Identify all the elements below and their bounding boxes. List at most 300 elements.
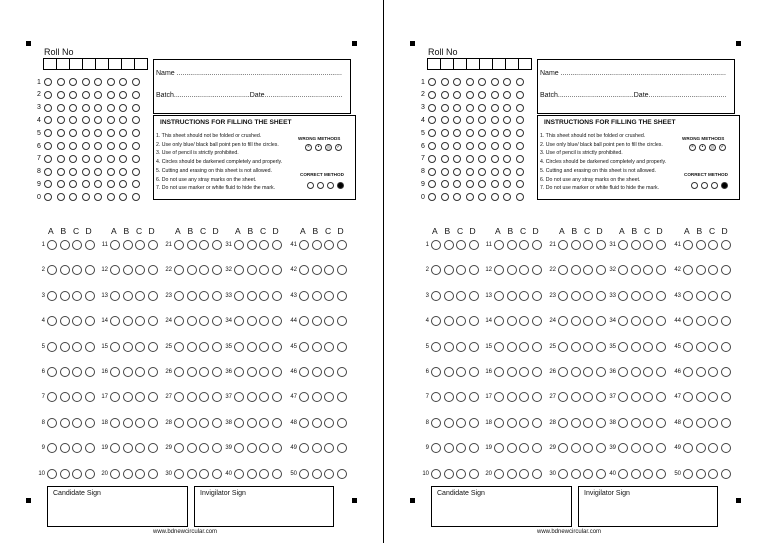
roll-bubble[interactable] — [428, 142, 436, 150]
answer-bubble[interactable] — [247, 240, 257, 250]
roll-bubble[interactable] — [503, 155, 511, 163]
answer-bubble[interactable] — [299, 240, 309, 250]
roll-bubble[interactable] — [516, 155, 524, 163]
answer-bubble[interactable] — [519, 367, 529, 377]
answer-bubble[interactable] — [247, 316, 257, 326]
roll-bubble[interactable] — [428, 91, 436, 99]
answer-bubble[interactable] — [643, 265, 653, 275]
answer-bubble[interactable] — [721, 392, 731, 402]
answer-bubble[interactable] — [234, 418, 244, 428]
answer-bubble[interactable] — [618, 418, 628, 428]
answer-bubble[interactable] — [212, 240, 222, 250]
answer-bubble[interactable] — [123, 392, 133, 402]
answer-bubble[interactable] — [596, 443, 606, 453]
answer-bubble[interactable] — [212, 316, 222, 326]
answer-bubble[interactable] — [444, 443, 454, 453]
answer-bubble[interactable] — [85, 469, 95, 479]
roll-bubble[interactable] — [44, 129, 52, 137]
answer-bubble[interactable] — [259, 316, 269, 326]
roll-bubble[interactable] — [94, 193, 102, 201]
roll-bubble[interactable] — [453, 104, 461, 112]
answer-bubble[interactable] — [312, 469, 322, 479]
answer-bubble[interactable] — [532, 392, 542, 402]
answer-bubble[interactable] — [212, 418, 222, 428]
answer-bubble[interactable] — [259, 240, 269, 250]
answer-bubble[interactable] — [532, 342, 542, 352]
answer-bubble[interactable] — [72, 469, 82, 479]
roll-bubble[interactable] — [44, 180, 52, 188]
answer-bubble[interactable] — [234, 342, 244, 352]
answer-bubble[interactable] — [631, 469, 641, 479]
roll-bubble[interactable] — [441, 168, 449, 176]
answer-bubble[interactable] — [596, 418, 606, 428]
answer-bubble[interactable] — [199, 240, 209, 250]
answer-bubble[interactable] — [618, 469, 628, 479]
roll-bubble[interactable] — [453, 129, 461, 137]
answer-bubble[interactable] — [721, 469, 731, 479]
roll-bubble[interactable] — [441, 155, 449, 163]
name-field[interactable]: Name ..................................................................................... — [540, 70, 726, 77]
roll-bubble[interactable] — [119, 129, 127, 137]
answer-bubble[interactable] — [519, 392, 529, 402]
answer-bubble[interactable] — [299, 418, 309, 428]
answer-bubble[interactable] — [123, 316, 133, 326]
answer-bubble[interactable] — [299, 443, 309, 453]
roll-bubble[interactable] — [491, 193, 499, 201]
answer-bubble[interactable] — [696, 443, 706, 453]
answer-bubble[interactable] — [312, 367, 322, 377]
answer-bubble[interactable] — [721, 342, 731, 352]
answer-bubble[interactable] — [469, 469, 479, 479]
answer-bubble[interactable] — [456, 367, 466, 377]
answer-bubble[interactable] — [148, 291, 158, 301]
roll-bubble[interactable] — [503, 91, 511, 99]
answer-bubble[interactable] — [431, 392, 441, 402]
roll-bubble[interactable] — [82, 129, 90, 137]
roll-bubble[interactable] — [428, 104, 436, 112]
answer-bubble[interactable] — [199, 469, 209, 479]
answer-bubble[interactable] — [571, 240, 581, 250]
roll-bubble[interactable] — [503, 129, 511, 137]
answer-bubble[interactable] — [110, 316, 120, 326]
answer-bubble[interactable] — [234, 469, 244, 479]
roll-bubble[interactable] — [107, 129, 115, 137]
answer-bubble[interactable] — [337, 240, 347, 250]
answer-bubble[interactable] — [631, 291, 641, 301]
answer-bubble[interactable] — [656, 392, 666, 402]
answer-bubble[interactable] — [47, 443, 57, 453]
answer-bubble[interactable] — [583, 265, 593, 275]
answer-bubble[interactable] — [337, 392, 347, 402]
roll-digit-box[interactable] — [121, 58, 135, 70]
answer-bubble[interactable] — [259, 265, 269, 275]
answer-bubble[interactable] — [324, 291, 334, 301]
roll-bubble[interactable] — [132, 168, 140, 176]
roll-bubble[interactable] — [491, 155, 499, 163]
roll-bubble[interactable] — [82, 116, 90, 124]
answer-bubble[interactable] — [272, 418, 282, 428]
roll-bubble[interactable] — [132, 78, 140, 86]
answer-bubble[interactable] — [110, 291, 120, 301]
answer-bubble[interactable] — [148, 418, 158, 428]
answer-bubble[interactable] — [643, 392, 653, 402]
roll-bubble[interactable] — [478, 155, 486, 163]
answer-bubble[interactable] — [643, 469, 653, 479]
answer-bubble[interactable] — [60, 316, 70, 326]
roll-bubble[interactable] — [57, 180, 65, 188]
answer-bubble[interactable] — [571, 392, 581, 402]
answer-bubble[interactable] — [696, 392, 706, 402]
answer-bubble[interactable] — [583, 342, 593, 352]
answer-bubble[interactable] — [187, 240, 197, 250]
answer-bubble[interactable] — [444, 418, 454, 428]
answer-bubble[interactable] — [187, 443, 197, 453]
answer-bubble[interactable] — [135, 418, 145, 428]
roll-bubble[interactable] — [478, 116, 486, 124]
answer-bubble[interactable] — [618, 265, 628, 275]
roll-bubble[interactable] — [119, 104, 127, 112]
answer-bubble[interactable] — [324, 316, 334, 326]
roll-no-boxes[interactable] — [43, 58, 147, 70]
answer-bubble[interactable] — [85, 265, 95, 275]
roll-bubble[interactable] — [478, 78, 486, 86]
answer-bubble[interactable] — [272, 367, 282, 377]
roll-bubble[interactable] — [107, 91, 115, 99]
answer-bubble[interactable] — [199, 367, 209, 377]
answer-bubble[interactable] — [123, 240, 133, 250]
answer-bubble[interactable] — [148, 469, 158, 479]
answer-bubble[interactable] — [507, 291, 517, 301]
roll-bubble[interactable] — [516, 78, 524, 86]
answer-bubble[interactable] — [494, 443, 504, 453]
answer-bubble[interactable] — [431, 291, 441, 301]
answer-bubble[interactable] — [507, 443, 517, 453]
answer-bubble[interactable] — [60, 291, 70, 301]
roll-bubble[interactable] — [453, 142, 461, 150]
answer-bubble[interactable] — [583, 291, 593, 301]
answer-bubble[interactable] — [683, 418, 693, 428]
answer-bubble[interactable] — [519, 316, 529, 326]
answer-bubble[interactable] — [494, 469, 504, 479]
roll-bubble[interactable] — [516, 104, 524, 112]
roll-bubble[interactable] — [94, 116, 102, 124]
answer-bubble[interactable] — [299, 367, 309, 377]
roll-digit-box[interactable] — [466, 58, 480, 70]
answer-bubble[interactable] — [643, 240, 653, 250]
answer-bubble[interactable] — [571, 418, 581, 428]
answer-bubble[interactable] — [618, 443, 628, 453]
answer-bubble[interactable] — [272, 392, 282, 402]
answer-bubble[interactable] — [507, 367, 517, 377]
answer-bubble[interactable] — [299, 291, 309, 301]
roll-bubble[interactable] — [503, 78, 511, 86]
answer-bubble[interactable] — [272, 240, 282, 250]
answer-bubble[interactable] — [444, 392, 454, 402]
answer-bubble[interactable] — [519, 418, 529, 428]
answer-bubble[interactable] — [444, 342, 454, 352]
answer-bubble[interactable] — [532, 265, 542, 275]
answer-bubble[interactable] — [696, 291, 706, 301]
roll-digit-box[interactable] — [453, 58, 467, 70]
answer-bubble[interactable] — [85, 342, 95, 352]
answer-bubble[interactable] — [148, 342, 158, 352]
answer-bubble[interactable] — [135, 291, 145, 301]
answer-bubble[interactable] — [72, 342, 82, 352]
answer-bubble[interactable] — [272, 265, 282, 275]
answer-bubble[interactable] — [72, 291, 82, 301]
roll-bubble[interactable] — [453, 168, 461, 176]
answer-bubble[interactable] — [631, 392, 641, 402]
roll-bubble[interactable] — [69, 129, 77, 137]
roll-bubble[interactable] — [82, 193, 90, 201]
answer-bubble[interactable] — [507, 265, 517, 275]
roll-bubble[interactable] — [132, 129, 140, 137]
answer-bubble[interactable] — [431, 316, 441, 326]
roll-bubble[interactable] — [69, 142, 77, 150]
answer-bubble[interactable] — [135, 443, 145, 453]
roll-digit-box[interactable] — [134, 58, 148, 70]
answer-bubble[interactable] — [199, 316, 209, 326]
roll-bubble[interactable] — [453, 116, 461, 124]
roll-bubble[interactable] — [107, 155, 115, 163]
roll-bubble[interactable] — [57, 116, 65, 124]
answer-bubble[interactable] — [324, 265, 334, 275]
answer-bubble[interactable] — [507, 392, 517, 402]
answer-bubble[interactable] — [558, 469, 568, 479]
answer-bubble[interactable] — [558, 342, 568, 352]
answer-bubble[interactable] — [469, 316, 479, 326]
answer-bubble[interactable] — [324, 240, 334, 250]
answer-bubble[interactable] — [469, 392, 479, 402]
roll-bubble[interactable] — [57, 155, 65, 163]
answer-bubble[interactable] — [299, 265, 309, 275]
answer-bubble[interactable] — [456, 240, 466, 250]
roll-bubble[interactable] — [57, 91, 65, 99]
answer-bubble[interactable] — [312, 418, 322, 428]
roll-bubble[interactable] — [107, 180, 115, 188]
roll-bubble[interactable] — [82, 91, 90, 99]
roll-bubble[interactable] — [82, 142, 90, 150]
answer-bubble[interactable] — [456, 291, 466, 301]
answer-bubble[interactable] — [656, 418, 666, 428]
answer-bubble[interactable] — [199, 443, 209, 453]
answer-bubble[interactable] — [135, 240, 145, 250]
answer-bubble[interactable] — [656, 240, 666, 250]
answer-bubble[interactable] — [337, 291, 347, 301]
roll-bubble[interactable] — [478, 104, 486, 112]
answer-bubble[interactable] — [507, 469, 517, 479]
answer-bubble[interactable] — [135, 469, 145, 479]
answer-bubble[interactable] — [72, 265, 82, 275]
answer-bubble[interactable] — [259, 443, 269, 453]
answer-bubble[interactable] — [583, 469, 593, 479]
answer-bubble[interactable] — [469, 418, 479, 428]
answer-bubble[interactable] — [234, 291, 244, 301]
answer-bubble[interactable] — [259, 367, 269, 377]
answer-bubble[interactable] — [494, 240, 504, 250]
answer-bubble[interactable] — [199, 418, 209, 428]
answer-bubble[interactable] — [123, 367, 133, 377]
roll-bubble[interactable] — [57, 168, 65, 176]
answer-bubble[interactable] — [199, 342, 209, 352]
answer-bubble[interactable] — [123, 342, 133, 352]
answer-bubble[interactable] — [174, 316, 184, 326]
answer-bubble[interactable] — [259, 418, 269, 428]
answer-bubble[interactable] — [187, 291, 197, 301]
answer-bubble[interactable] — [324, 392, 334, 402]
answer-bubble[interactable] — [187, 418, 197, 428]
roll-bubble[interactable] — [57, 104, 65, 112]
answer-bubble[interactable] — [212, 392, 222, 402]
roll-bubble[interactable] — [441, 78, 449, 86]
answer-bubble[interactable] — [469, 443, 479, 453]
candidate-sign-box[interactable] — [431, 486, 572, 527]
roll-bubble[interactable] — [441, 129, 449, 137]
answer-bubble[interactable] — [123, 443, 133, 453]
answer-bubble[interactable] — [60, 240, 70, 250]
roll-bubble[interactable] — [119, 78, 127, 86]
roll-digit-box[interactable] — [440, 58, 454, 70]
answer-bubble[interactable] — [631, 265, 641, 275]
answer-bubble[interactable] — [72, 443, 82, 453]
roll-bubble[interactable] — [132, 155, 140, 163]
roll-bubble[interactable] — [491, 180, 499, 188]
answer-bubble[interactable] — [312, 392, 322, 402]
answer-bubble[interactable] — [571, 342, 581, 352]
answer-bubble[interactable] — [135, 367, 145, 377]
roll-bubble[interactable] — [466, 180, 474, 188]
roll-bubble[interactable] — [44, 78, 52, 86]
answer-bubble[interactable] — [456, 443, 466, 453]
roll-bubble[interactable] — [441, 193, 449, 201]
answer-bubble[interactable] — [135, 316, 145, 326]
roll-bubble[interactable] — [516, 91, 524, 99]
roll-bubble[interactable] — [44, 116, 52, 124]
roll-bubble[interactable] — [478, 180, 486, 188]
answer-bubble[interactable] — [558, 316, 568, 326]
answer-bubble[interactable] — [85, 418, 95, 428]
answer-bubble[interactable] — [174, 342, 184, 352]
answer-bubble[interactable] — [708, 342, 718, 352]
answer-bubble[interactable] — [123, 291, 133, 301]
answer-bubble[interactable] — [312, 240, 322, 250]
answer-bubble[interactable] — [324, 367, 334, 377]
answer-bubble[interactable] — [571, 316, 581, 326]
answer-bubble[interactable] — [519, 291, 529, 301]
answer-bubble[interactable] — [494, 367, 504, 377]
answer-bubble[interactable] — [85, 443, 95, 453]
answer-bubble[interactable] — [532, 291, 542, 301]
answer-bubble[interactable] — [532, 418, 542, 428]
answer-bubble[interactable] — [85, 392, 95, 402]
roll-bubble[interactable] — [132, 116, 140, 124]
answer-bubble[interactable] — [47, 240, 57, 250]
answer-bubble[interactable] — [199, 291, 209, 301]
roll-bubble[interactable] — [82, 168, 90, 176]
answer-bubble[interactable] — [507, 342, 517, 352]
answer-bubble[interactable] — [721, 443, 731, 453]
answer-bubble[interactable] — [110, 418, 120, 428]
answer-bubble[interactable] — [174, 418, 184, 428]
roll-bubble[interactable] — [503, 168, 511, 176]
answer-bubble[interactable] — [721, 367, 731, 377]
answer-bubble[interactable] — [324, 443, 334, 453]
invigilator-sign-box[interactable] — [194, 486, 334, 527]
answer-bubble[interactable] — [272, 342, 282, 352]
roll-digit-box[interactable] — [69, 58, 83, 70]
roll-bubble[interactable] — [107, 104, 115, 112]
answer-bubble[interactable] — [583, 392, 593, 402]
roll-bubble[interactable] — [44, 168, 52, 176]
answer-bubble[interactable] — [110, 240, 120, 250]
roll-bubble[interactable] — [516, 129, 524, 137]
answer-bubble[interactable] — [456, 469, 466, 479]
roll-bubble[interactable] — [69, 116, 77, 124]
answer-bubble[interactable] — [444, 291, 454, 301]
answer-bubble[interactable] — [431, 469, 441, 479]
answer-bubble[interactable] — [234, 316, 244, 326]
answer-bubble[interactable] — [721, 316, 731, 326]
answer-bubble[interactable] — [110, 265, 120, 275]
answer-bubble[interactable] — [312, 265, 322, 275]
answer-bubble[interactable] — [519, 265, 529, 275]
answer-bubble[interactable] — [212, 291, 222, 301]
answer-bubble[interactable] — [708, 469, 718, 479]
answer-bubble[interactable] — [507, 316, 517, 326]
answer-bubble[interactable] — [683, 367, 693, 377]
answer-bubble[interactable] — [708, 265, 718, 275]
answer-bubble[interactable] — [456, 316, 466, 326]
roll-bubble[interactable] — [491, 104, 499, 112]
answer-bubble[interactable] — [618, 291, 628, 301]
answer-bubble[interactable] — [708, 240, 718, 250]
answer-bubble[interactable] — [47, 342, 57, 352]
answer-bubble[interactable] — [135, 265, 145, 275]
answer-bubble[interactable] — [494, 342, 504, 352]
answer-bubble[interactable] — [234, 240, 244, 250]
roll-bubble[interactable] — [94, 142, 102, 150]
roll-bubble[interactable] — [441, 91, 449, 99]
roll-bubble[interactable] — [491, 78, 499, 86]
roll-bubble[interactable] — [491, 129, 499, 137]
answer-bubble[interactable] — [596, 240, 606, 250]
roll-bubble[interactable] — [478, 168, 486, 176]
answer-bubble[interactable] — [174, 367, 184, 377]
answer-bubble[interactable] — [187, 367, 197, 377]
answer-bubble[interactable] — [199, 265, 209, 275]
answer-bubble[interactable] — [60, 367, 70, 377]
answer-bubble[interactable] — [212, 469, 222, 479]
roll-bubble[interactable] — [82, 78, 90, 86]
answer-bubble[interactable] — [519, 240, 529, 250]
roll-bubble[interactable] — [466, 155, 474, 163]
answer-bubble[interactable] — [618, 240, 628, 250]
answer-bubble[interactable] — [444, 265, 454, 275]
answer-bubble[interactable] — [85, 316, 95, 326]
answer-bubble[interactable] — [618, 342, 628, 352]
answer-bubble[interactable] — [683, 265, 693, 275]
answer-bubble[interactable] — [456, 342, 466, 352]
answer-bubble[interactable] — [708, 367, 718, 377]
answer-bubble[interactable] — [60, 342, 70, 352]
roll-bubble[interactable] — [119, 116, 127, 124]
roll-digit-box[interactable] — [505, 58, 519, 70]
roll-bubble[interactable] — [428, 168, 436, 176]
roll-bubble[interactable] — [478, 129, 486, 137]
roll-bubble[interactable] — [491, 91, 499, 99]
answer-bubble[interactable] — [123, 265, 133, 275]
roll-bubble[interactable] — [466, 142, 474, 150]
